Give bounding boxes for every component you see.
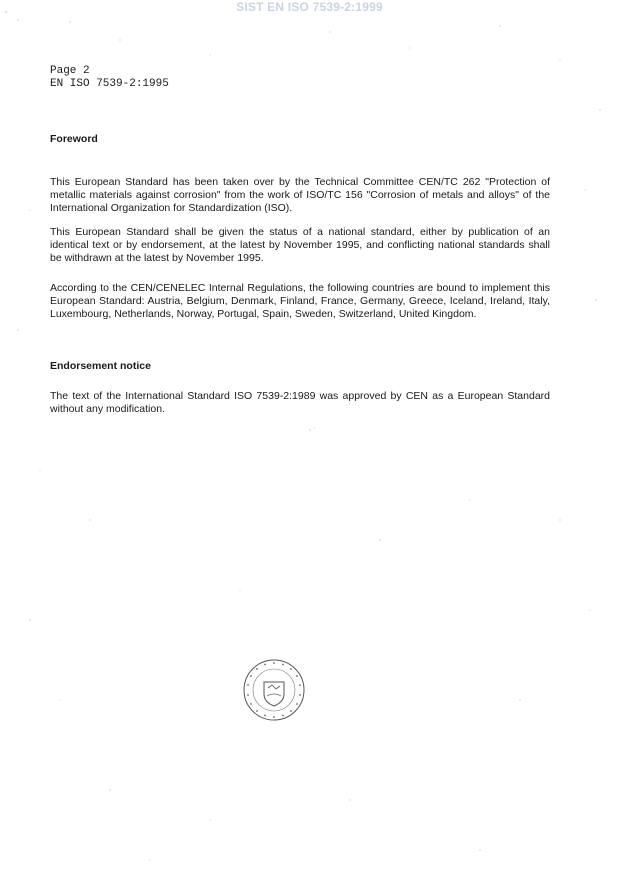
foreword-paragraph-1: This European Standard has been taken over by the Technical Committee CEN/TC 262 "Protection of metallic materials against corrosion" from the work of ISO/TC 156 "Corrosion of metals and alloys" of the International Organization for Standardization (ISO). [50, 176, 550, 214]
page-number: Page 2 [50, 65, 90, 77]
foreword-heading: Foreword [50, 133, 98, 145]
endorsement-heading: Endorsement notice [50, 360, 151, 372]
watermark: SIST EN ISO 7539-2:1999 [236, 0, 383, 14]
foreword-paragraph-2: This European Standard shall be given the status of a national standard, either by publication of an identical text or by endorsement, at the latest by November 1995, and conflicting national standards shall be withdrawn at the latest by November 1995. [50, 226, 550, 264]
standard-number: EN ISO 7539-2:1995 [50, 78, 169, 90]
foreword-paragraph-3: According to the CEN/CENELEC Internal Regulations, the following countries are bound to implement this European Standard: Austria, Belgium, Denmark, Finland, France, Germany, Greece, Iceland, Ireland, Italy, Luxembourg, Netherlands, Norway, Portugal, Spain, Sweden, Switzerland, United Kingdom. [50, 282, 550, 320]
endorsement-text: The text of the International Standard ISO 7539-2:1989 was approved by CEN as a European Standard without any modification. [50, 390, 550, 415]
